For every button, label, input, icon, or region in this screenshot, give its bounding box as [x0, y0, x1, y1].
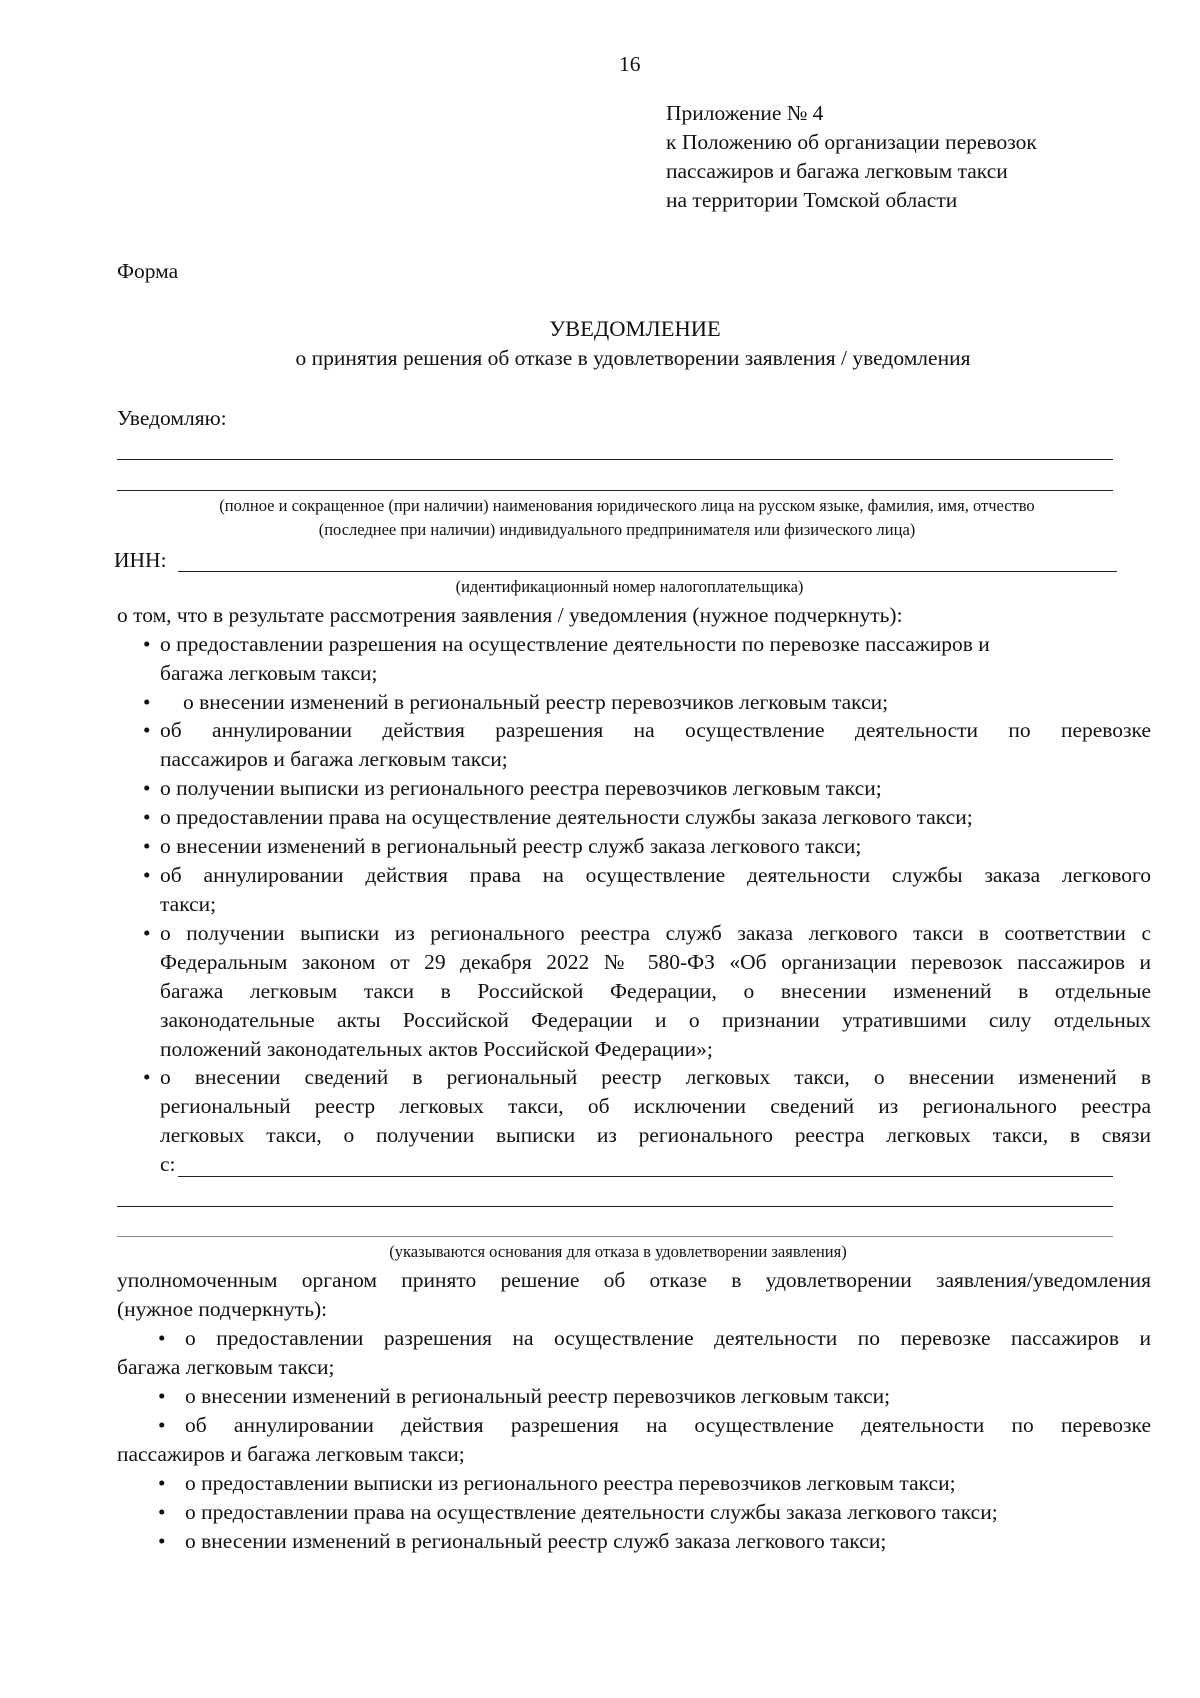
list-item: багажа легковым такси; — [117, 1355, 335, 1379]
list-item: о внесении изменений в региональный реестр перевозчиков легковым такси; — [185, 1384, 891, 1408]
decision-text: уполномоченным органом принято решение об отказе в удовлетворении заявления/уведомления — [117, 1268, 1151, 1292]
bullet: • — [143, 863, 151, 887]
reasons-caption: (указываются основания для отказа в удовлетворении заявления) — [389, 1242, 847, 1261]
page-number: 16 — [619, 52, 641, 76]
bullet: • — [158, 1413, 166, 1437]
reasons-line-3[interactable] — [117, 1236, 1113, 1237]
bullet: • — [158, 1326, 166, 1350]
list-item: об аннулировании действия разрешения на осуществление деятельности по перевозке — [185, 1413, 1151, 1437]
inn-label: ИНН: — [114, 548, 167, 572]
appendix-line: к Положению об организации перевозок — [666, 130, 1037, 154]
decision-text: (нужное подчеркнуть): — [117, 1297, 328, 1321]
bullet: • — [158, 1529, 166, 1553]
appendix-line: пассажиров и багажа легковым такси — [666, 159, 1008, 183]
list-item: об аннулировании действия разрешения на осуществление деятельности по перевозке — [160, 718, 1151, 742]
bullet: • — [158, 1471, 166, 1495]
bullet: • — [143, 632, 151, 656]
applicant-caption: (последнее при наличии) индивидуального предпринимателя или физического лица) — [318, 520, 916, 539]
notify-label: Уведомляю: — [117, 406, 227, 430]
bullet: • — [143, 690, 151, 714]
bullet: • — [143, 1065, 151, 1089]
bullet: • — [143, 718, 151, 742]
list-item: региональный реестр легковых такси, об исключении сведений из регионального реестра — [160, 1094, 1151, 1118]
list-item: законодательные акты Российской Федерации и о признании утратившими силу отдельных — [160, 1008, 1151, 1032]
appendix-line: на территории Томской области — [666, 188, 958, 212]
list-item: о внесении сведений в региональный реестр легковых такси, о внесении изменений в — [160, 1065, 1151, 1089]
list-item: о предоставлении права на осуществление деятельности службы заказа легкового такси; — [185, 1500, 998, 1524]
reasons-line-1[interactable] — [178, 1176, 1113, 1177]
list-item: пассажиров и багажа легковым такси; — [117, 1442, 465, 1466]
list-item: об аннулировании действия права на осуществление деятельности службы заказа легкового — [160, 863, 1151, 887]
applicant-line-2[interactable] — [117, 490, 1113, 491]
list-item: положений законодательных актов Российской Федерации»; — [160, 1037, 713, 1061]
bullet: • — [143, 776, 151, 800]
list-item: о получении выписки из регионального реестра служб заказа легкового такси в соответствии с — [160, 921, 1151, 945]
list-item: о предоставлении выписки из регионального реестра перевозчиков легковым такси; — [185, 1471, 956, 1495]
bullet: • — [143, 834, 151, 858]
list-item: багажа легковым такси; — [160, 661, 378, 685]
list-item: Федеральным законом от 29 декабря 2022 № 580-ФЗ «Об организации перевозок пассажиров и — [160, 950, 1151, 974]
list-item: о внесении изменений в региональный реестр служб заказа легкового такси; — [160, 834, 862, 858]
list-item: такси; — [160, 892, 217, 916]
list-item: легковых такси, о получении выписки из регионального реестра легковых такси, в связи — [160, 1123, 1151, 1147]
list-item: о внесении изменений в региональный реестр перевозчиков легковым такси; — [183, 690, 889, 714]
inn-caption: (идентификационный номер налогоплательщика) — [455, 577, 804, 596]
inn-input-line[interactable] — [178, 571, 1117, 572]
list-item: о предоставлении права на осуществление деятельности службы заказа легкового такси; — [160, 805, 973, 829]
list-item: с: — [160, 1152, 176, 1176]
form-label: Форма — [117, 259, 179, 283]
list-item: пассажиров и багажа легковым такси; — [160, 747, 508, 771]
list-item: о предоставлении разрешения на осуществление деятельности по перевозке пассажиров и — [185, 1326, 1151, 1350]
applicant-caption: (полное и сокращенное (при наличии) наименования юридического лица на русском языке, фамилия, имя, отчество — [219, 496, 1035, 515]
bullet: • — [158, 1500, 166, 1524]
appendix-line: Приложение № 4 — [666, 101, 824, 125]
intro-text: о том, что в результате рассмотрения заявления / уведомления (нужное подчеркнуть): — [117, 603, 903, 627]
list-item: багажа легковым такси в Российской Федерации, о внесении изменений в отдельные — [160, 979, 1151, 1003]
reasons-line-2[interactable] — [117, 1206, 1113, 1207]
bullet: • — [143, 921, 151, 945]
document-subtitle: о принятия решения об отказе в удовлетворении заявления / уведомления — [295, 346, 971, 370]
bullet: • — [143, 805, 151, 829]
bullet: • — [158, 1384, 166, 1408]
applicant-line-1[interactable] — [117, 459, 1113, 460]
list-item: о предоставлении разрешения на осуществление деятельности по перевозке пассажиров и — [160, 632, 990, 656]
document-title: УВЕДОМЛЕНИЕ — [549, 316, 721, 341]
list-item: о получении выписки из регионального реестра перевозчиков легковым такси; — [160, 776, 882, 800]
list-item: о внесении изменений в региональный реестр служб заказа легкового такси; — [185, 1529, 887, 1553]
